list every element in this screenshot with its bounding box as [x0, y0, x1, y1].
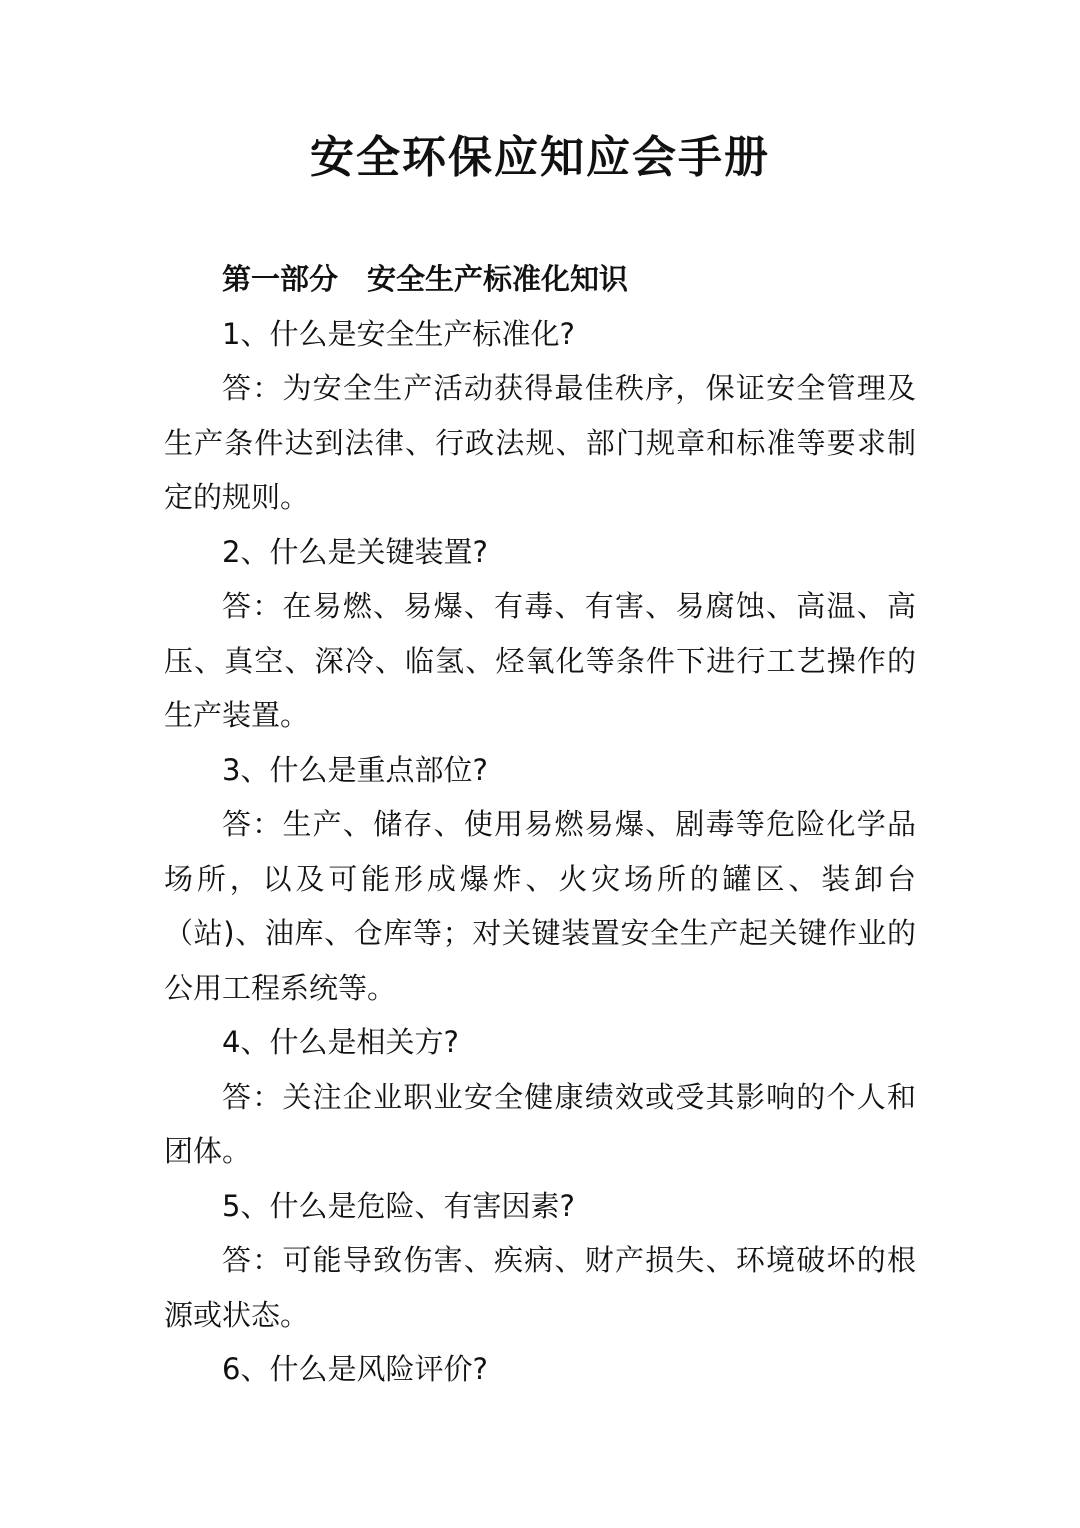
qa-item-3 — [164, 743, 916, 1016]
answer-1: 答：为安全生产活动获得最佳秩序，保证安全管理及生产条件达到法律、行政法规、部门规章和标准等要求制定的规则。 — [164, 371, 916, 514]
document-title: 安全环保应知应会手册 — [310, 132, 770, 183]
question-6: 6、什么是风险评价? — [222, 1352, 488, 1386]
section-heading: 第一部分 安全生产标准化知识 — [222, 262, 629, 296]
question-4: 4、什么是相关方? — [222, 1025, 459, 1059]
qa-item-5 — [164, 1179, 916, 1343]
question-3: 3、什么是重点部位? — [222, 752, 488, 787]
answer-2: 答：在易燃、易爆、有毒、有害、易腐蚀、高温、高压、真空、深冷、临氢、烃氧化等条件下进行工艺操作的生产装置。 — [164, 589, 916, 732]
question-5: 5、什么是危险、有害因素? — [222, 1188, 575, 1223]
qa-item-1 — [164, 307, 916, 525]
qa-item-4 — [164, 1015, 916, 1179]
answer-5: 答：可能导致伤害、疾病、财产损失、环境破坏的根源或状态。 — [164, 1243, 916, 1332]
question-1: 1、什么是安全生产标准化? — [222, 316, 575, 351]
document-body — [164, 252, 916, 1397]
qa-item-2 — [164, 525, 916, 743]
answer-3: 答：生产、储存、使用易燃易爆、剧毒等危险化学品场所，以及可能形成爆炸、火灾场所的罐区、装卸台（站)、油库、仓库等；对关键装置安全生产起关键作业的公用工程系统等。 — [164, 807, 916, 1005]
qa-item-6 — [164, 1342, 916, 1397]
question-2: 2、什么是关键装置? — [222, 534, 488, 569]
answer-4: 答：关注企业职业安全健康绩效或受其影响的个人和团体。 — [164, 1079, 916, 1168]
